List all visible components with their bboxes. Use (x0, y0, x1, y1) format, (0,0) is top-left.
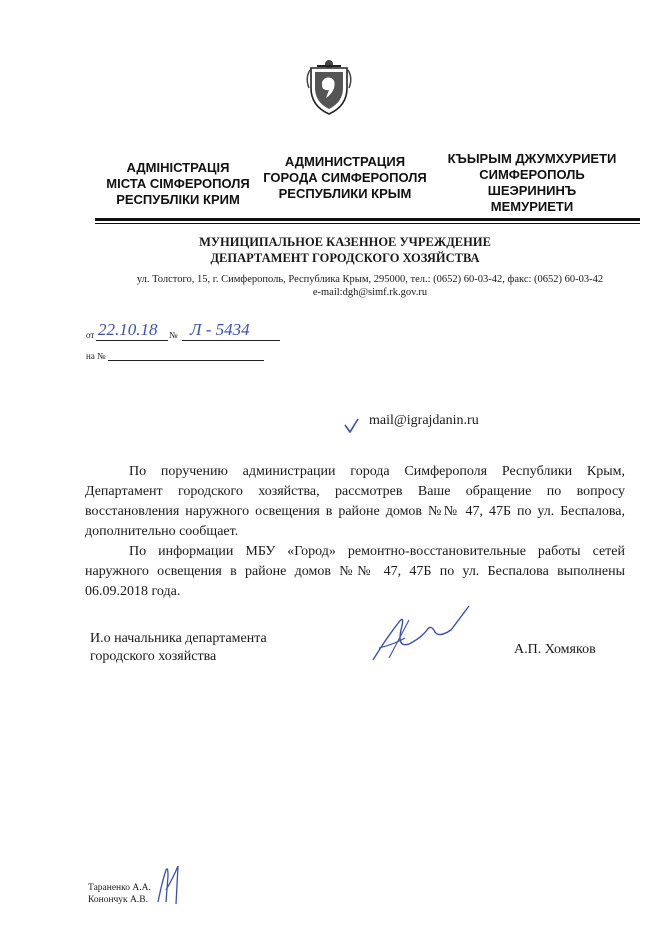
handwritten-date: 22.10.18 (98, 320, 158, 339)
header-russian (245, 154, 445, 202)
recipient-email: mail@igrajdanin.ru (369, 413, 479, 428)
address-line-1: ул. Толстого, 15, г. Симферополь, Республика Крым, 295000, тел.: (0652) 60-03-42, факс: (0652) 60-03-42 (136, 274, 604, 285)
header-crimean-tatar (426, 151, 638, 215)
header-ukrainian-line: РЕСПУБЛІКИ КРИМ (116, 192, 240, 207)
number-label: № (169, 330, 178, 340)
signatory-title-line-2: городского хозяйства (90, 649, 217, 664)
crimea-coat-of-arms-icon (305, 58, 353, 116)
organization-address (90, 273, 650, 299)
header-crimean-tatar-line: КЪЫРЫМ ДЖУМХУРИЕТИ (447, 151, 617, 166)
executors (88, 882, 151, 906)
header-russian-line: РЕСПУБЛИКИ КРЫМ (278, 186, 412, 201)
checkmark-icon (343, 417, 361, 440)
signatory-title-line-1: И.о начальника департамента (90, 631, 267, 646)
handwritten-number: Л - 5434 (190, 320, 250, 339)
letter-body (85, 462, 625, 602)
address-email: e-mail:dgh@simf.rk.gov.ru (312, 287, 428, 298)
signatory-name: А.П. Хомяков (514, 642, 596, 657)
organization-line-1: МУНИЦИПАЛЬНОЕ КАЗЕННОЕ УЧРЕЖДЕНИЕ (199, 235, 491, 249)
executor-initials-signature (152, 862, 188, 913)
header-ukrainian-line: АДМІНІСТРАЦІЯ (126, 160, 230, 175)
organization-name (165, 234, 525, 266)
executor-2: Конончук А.В. (88, 895, 148, 905)
reply-row (86, 348, 286, 364)
header-crimean-tatar-line: СИМФЕРОПОЛЬ (479, 167, 585, 182)
executor-1: Тараненко А.А. (88, 883, 151, 893)
header-russian-line: ГОРОДА СИМФЕРОПОЛЯ (263, 170, 427, 185)
header-crimean-tatar-line: МЕМУРИЕТИ (490, 199, 574, 214)
header-divider (95, 218, 640, 221)
reply-label: на № (86, 351, 106, 361)
handwritten-signature (365, 600, 475, 675)
organization-line-2: ДЕПАРТАМЕНТ ГОРОДСКОГО ХОЗЯЙСТВА (210, 251, 480, 265)
header-divider-thin (95, 223, 640, 224)
body-paragraph-2: По информации МБУ «Город» ремонтно-восстановительные работы сетей наружного освещения в районе домов №№ 47, 47Б по ул. Беспалова выполнены 06.09.2018 года. (85, 544, 625, 599)
header-russian-line: АДМИНИСТРАЦИЯ (284, 154, 406, 169)
from-label: от (86, 330, 95, 340)
signatory-title (90, 630, 267, 666)
body-paragraph-1: По поручению администрации города Симферополя Республики Крым, Департамент городского хозяйства, рассмотрев Ваше обращение по вопросу восстановления наружного освещения в районе домов №№ 47, 47Б по ул. Беспалова, дополнительно сообщает. (85, 464, 625, 539)
header-ukrainian-line: МІСТА СІМФЕРОПОЛЯ (106, 176, 250, 191)
registration-row (86, 320, 286, 342)
header-crimean-tatar-line: ШЕЭРИНИНЪ (487, 183, 577, 198)
